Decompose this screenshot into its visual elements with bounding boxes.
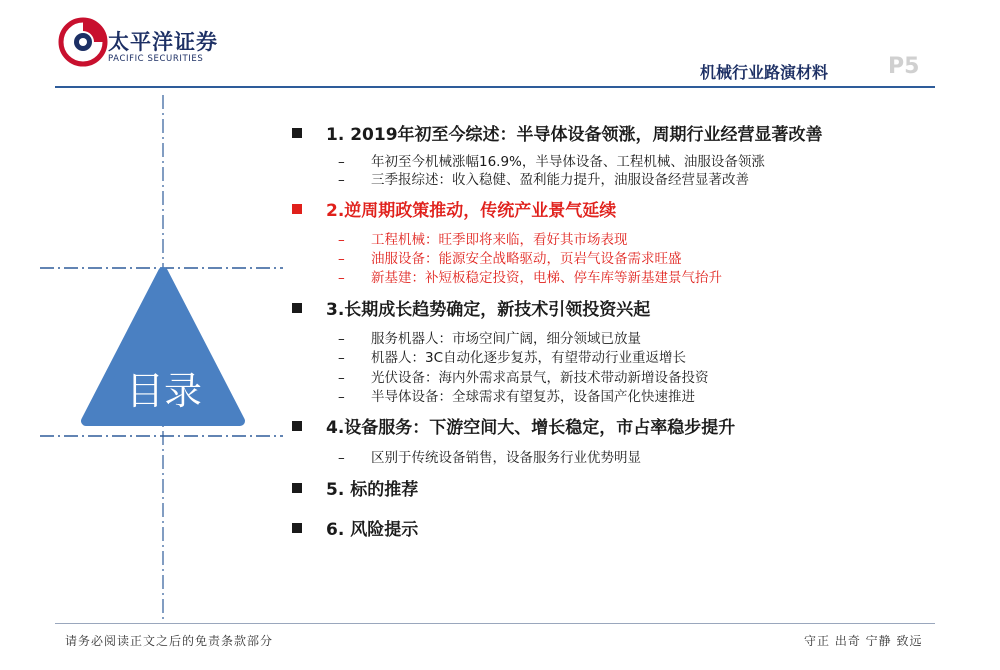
bullet-square-icon [292, 303, 302, 313]
section-heading: 6. 风险提示 [292, 515, 418, 540]
section-item: – 区别于传统设备销售，设备服务行业优势明显 [338, 450, 641, 466]
section-heading: 4.设备服务：下游空间大、增长稳定，市占率稳步提升 [292, 413, 735, 438]
logo-cn-text: 太平洋证券 [108, 30, 218, 54]
section-item: – 服务机器人：市场空间广阔，细分领域已放量 [338, 331, 641, 347]
footer-disclaimer: 请务必阅读正文之后的免责条款部分 [65, 634, 274, 648]
section-item: – 机器人：3C自动化逐步复苏，有望带动行业重返增长 [338, 350, 687, 366]
section-item: – 工程机械：旺季即将来临，看好其市场表现 [338, 232, 628, 248]
footer-divider [55, 623, 935, 624]
logo-en-text: PACIFIC SECURITIES [108, 54, 204, 64]
toc-label: 目录 [125, 369, 202, 413]
section-item: – 油服设备：能源安全战略驱动，页岩气设备需求旺盛 [338, 251, 682, 267]
page-number: P5 [888, 54, 920, 79]
section-item: – 三季报综述：收入稳健、盈利能力提升，油服设备经营显著改善 [338, 172, 749, 188]
section-item: – 光伏设备：海内外需求高景气，新技术带动新增设备投资 [338, 370, 709, 386]
bullet-square-icon [292, 523, 302, 533]
toc-decoration [0, 0, 300, 640]
bullet-square-icon [292, 483, 302, 493]
header-divider [55, 86, 935, 88]
section-item: – 新基建：补短板稳定投资，电梯、停车库等新基建景气抬升 [338, 270, 722, 286]
bullet-square-icon [292, 128, 302, 138]
section-heading-active: 2.逆周期政策推动，传统产业景气延续 [292, 196, 616, 221]
section-heading: 1. 2019年初至今综述：半导体设备领涨，周期行业经营显著改善 [292, 120, 823, 145]
section-heading: 5. 标的推荐 [292, 475, 418, 500]
section-heading: 3.长期成长趋势确定，新技术引领投资兴起 [292, 295, 650, 320]
footer-motto: 守正 出奇 宁静 致远 [804, 634, 923, 648]
bullet-square-icon [292, 421, 302, 431]
section-item: – 半导体设备：全球需求有望复苏，设备国产化快速推进 [338, 389, 695, 405]
logo-mark-icon [58, 12, 108, 70]
section-item: – 年初至今机械涨幅16.9%，半导体设备、工程机械、油服设备领涨 [338, 154, 765, 170]
header-title: 机械行业路演材料 [700, 63, 829, 82]
bullet-square-icon [292, 204, 302, 214]
